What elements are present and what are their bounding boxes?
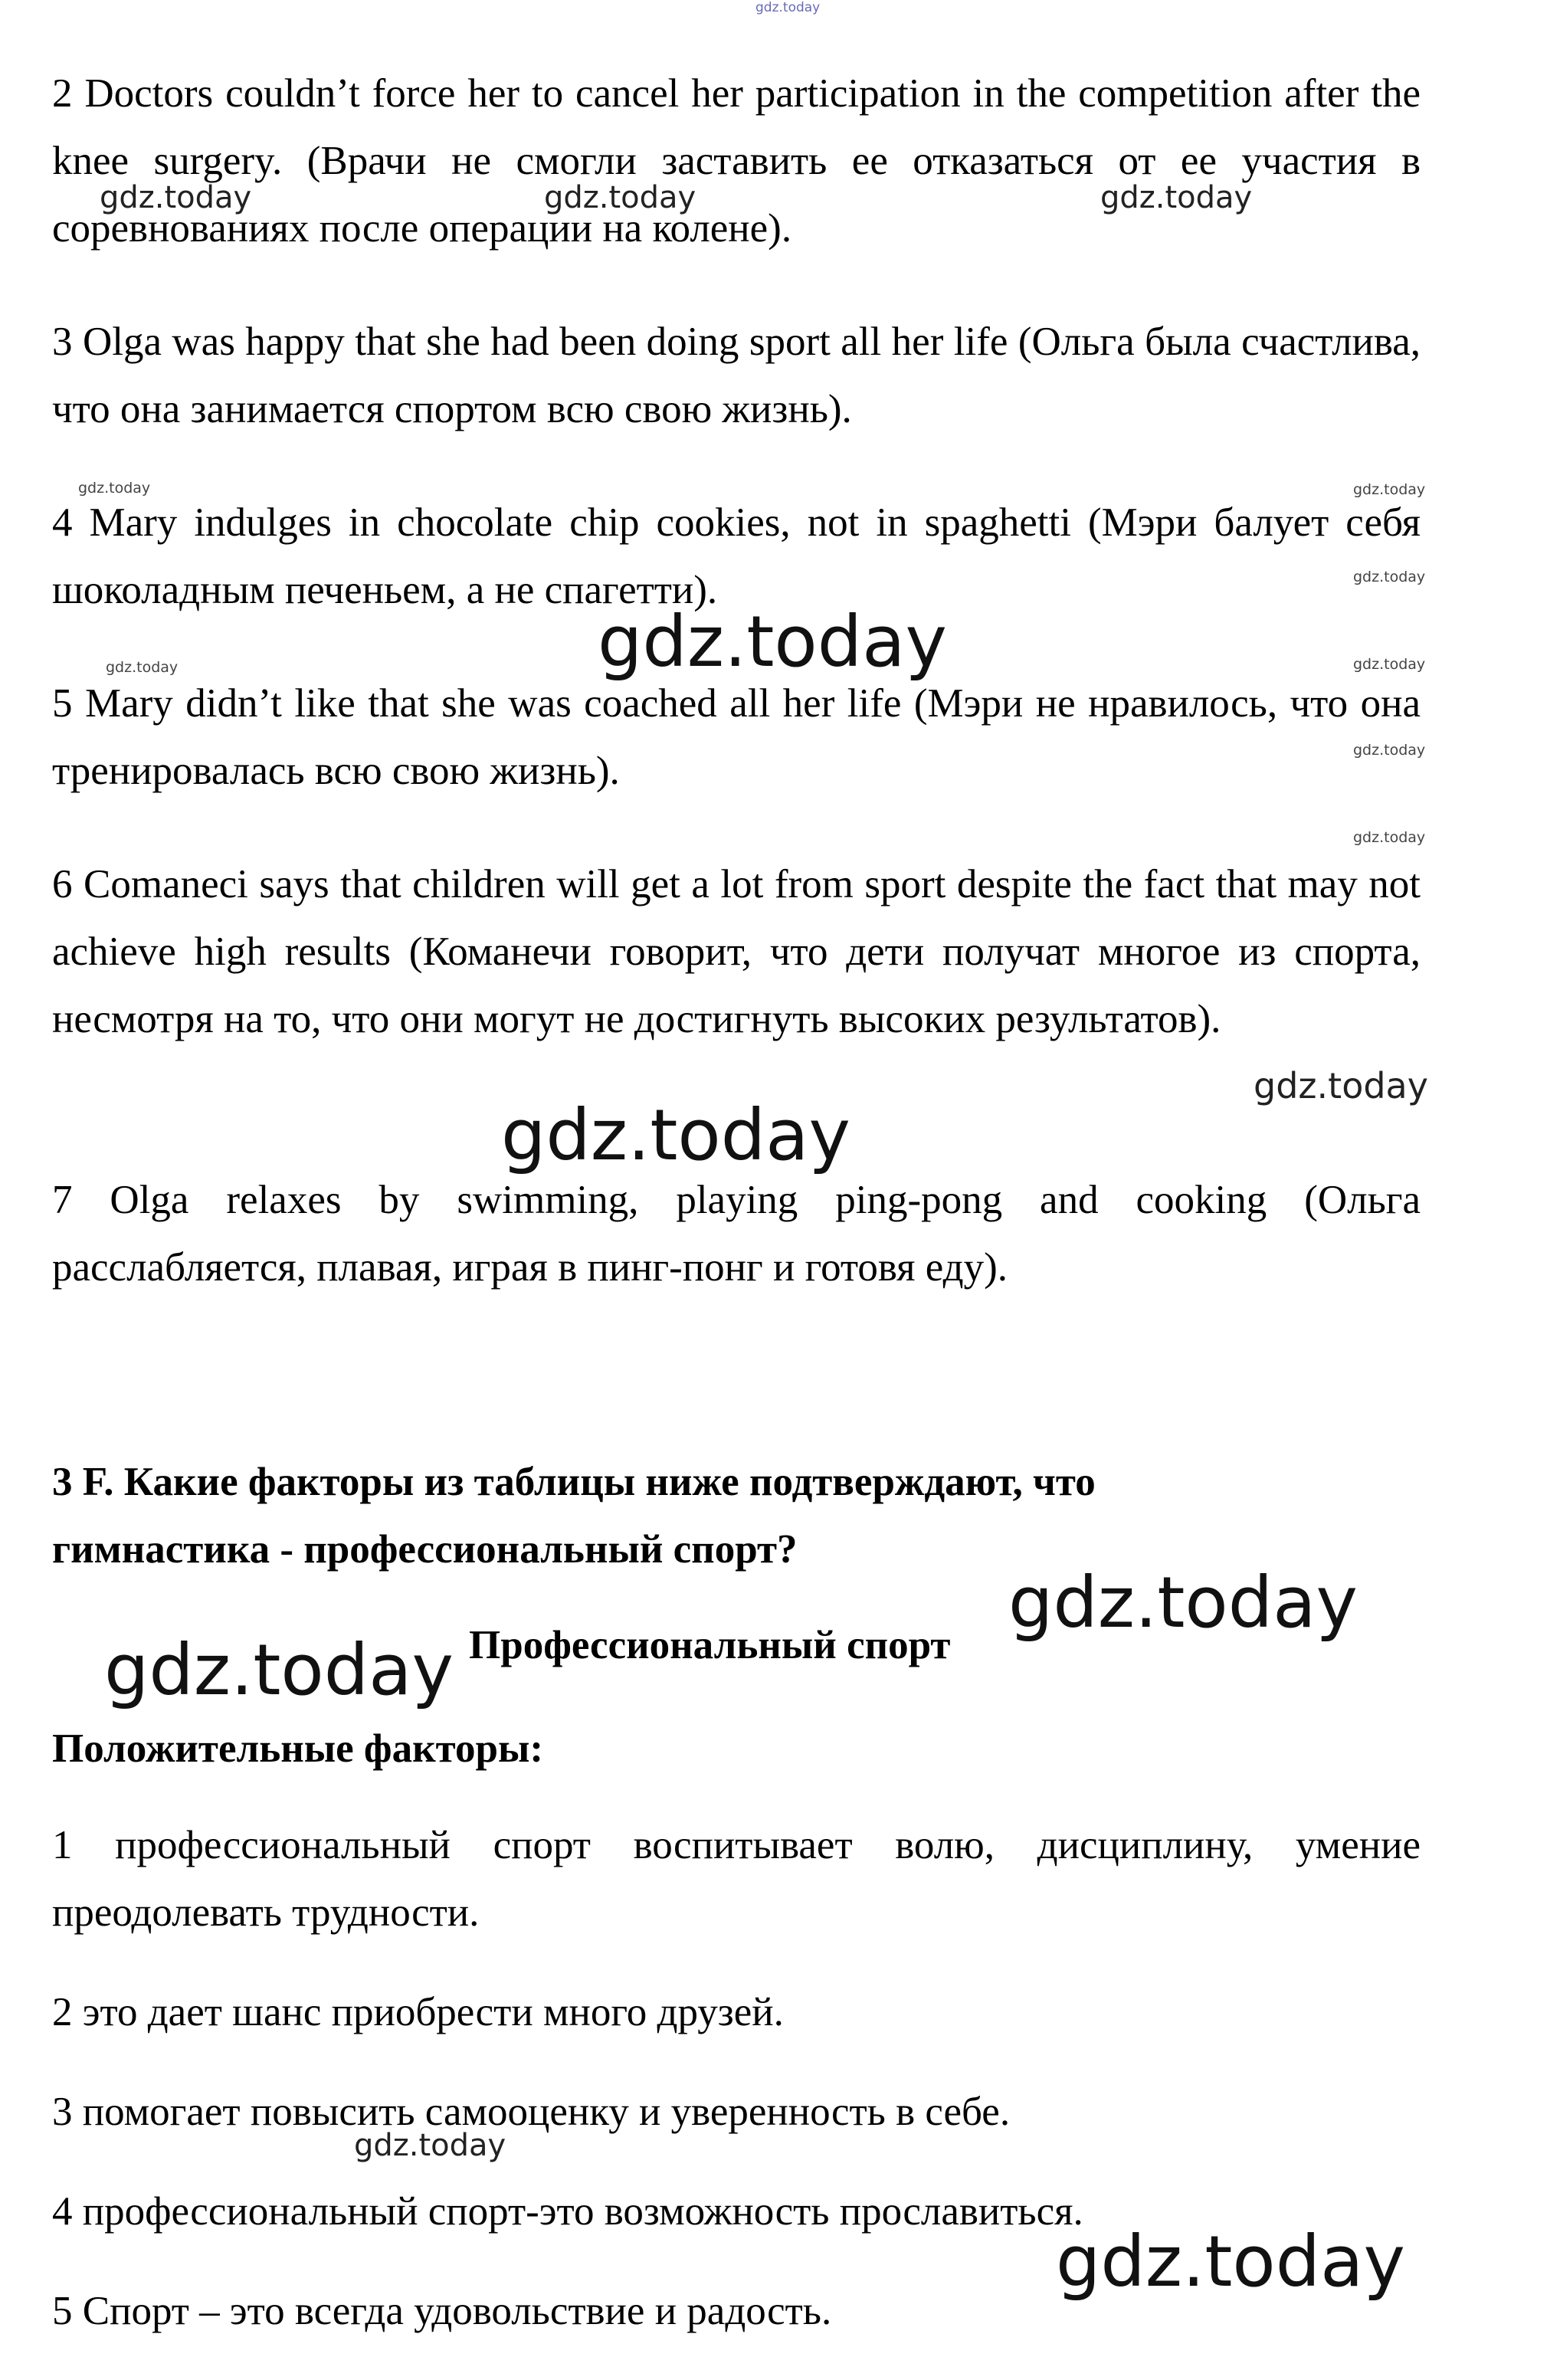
- answer-paragraph-5: 5 Mary didn’t like that she was coached all her life (Мэри не нравилось, что она тренировалась всю свою жизнь).: [52, 681, 1421, 793]
- answer-paragraph-7: 7 Olga relaxes by swimming, playing ping-pong and cooking (Ольга расслабляется, плавая, играя в пинг-понг и готовя еду).: [52, 1178, 1421, 1290]
- watermark: gdz.today: [100, 180, 252, 215]
- list-item: 4 профессиональный спорт-это возможность прославиться.: [52, 2189, 1083, 2234]
- watermark: gdz.today: [1353, 569, 1426, 585]
- watermark: gdz.today: [1353, 742, 1426, 759]
- list-item: 2 это дает шанс приобрести много друзей.: [52, 1990, 784, 2034]
- watermark: gdz.today: [1008, 1562, 1358, 1644]
- watermark: gdz.today: [1353, 829, 1426, 846]
- watermark: gdz.today: [598, 601, 947, 683]
- watermark: gdz.today: [354, 2128, 506, 2163]
- answer-paragraph-4: 4 Mary indulges in chocolate chip cookies, not in spaghetti (Мэри балует себя шоколадным печеньем, а не спагетти).: [52, 500, 1421, 612]
- watermark: gdz.today: [1254, 1065, 1428, 1106]
- list-item: 3 помогает повысить самооценку и уверенность в себе.: [52, 2090, 1011, 2134]
- list-item: 1 профессиональный спорт воспитывает волю, дисциплину, умение преодолевать трудности.: [52, 1823, 1421, 1935]
- watermark: gdz.today: [1056, 2221, 1405, 2303]
- watermark: gdz.today: [1100, 180, 1253, 215]
- table-title: Профессиональный спорт: [469, 1623, 951, 1667]
- task-heading: 3 F. Какие факторы из таблицы ниже подтверждают, что гимнастика - профессиональный спорт?: [52, 1460, 1096, 1572]
- list-item: 5 Спорт – это всегда удовольствие и радость.: [52, 2289, 832, 2333]
- positive-factors-heading: Положительные факторы:: [52, 1726, 543, 1771]
- watermark: gdz.today: [78, 480, 151, 497]
- watermark: gdz.today: [501, 1094, 850, 1176]
- watermark: gdz.today: [755, 0, 821, 15]
- watermark: gdz.today: [104, 1629, 454, 1711]
- answer-paragraph-2: 2 Doctors couldn’t force her to cancel her participation in the competition after the knee surgery. (Врачи не смогли заставить ее отказаться от ее участия в соревнованиях после операции на колене).: [52, 71, 1421, 251]
- answer-paragraph-6: 6 Comaneci says that children will get a lot from sport despite the fact that may not achieve high results (Команечи говорит, что дети получат многое из спорта, несмотря на то, что они могут не достигнуть высоких результатов).: [52, 862, 1421, 1041]
- watermark: gdz.today: [106, 659, 179, 676]
- answer-paragraph-3: 3 Olga was happy that she had been doing sport all her life (Ольга была счастлива, что она занимается спортом всю свою жизнь).: [52, 320, 1421, 431]
- watermark: gdz.today: [1353, 481, 1426, 498]
- watermark: gdz.today: [1353, 656, 1426, 673]
- watermark: gdz.today: [544, 180, 696, 215]
